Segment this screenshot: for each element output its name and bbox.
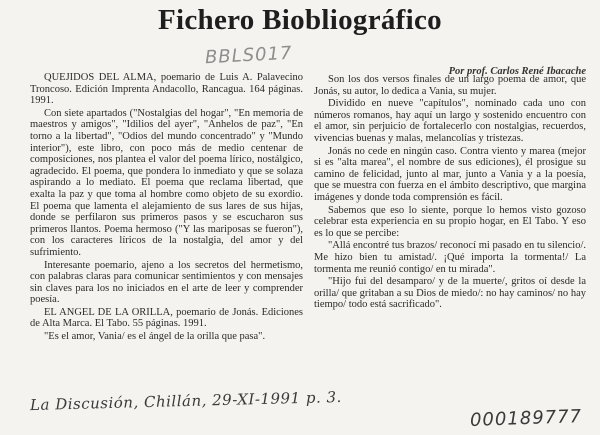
handwritten-record-number: 000189777 xyxy=(469,406,583,431)
review-heading-angel: EL ANGEL DE LA ORILLA, poemario de Jonás. Ediciones de Alta Marca. El Tabo. 55 páginas. 1991. xyxy=(30,306,303,330)
author-byline: Por prof. Carlos René Ibacache xyxy=(448,66,586,77)
right-text-column xyxy=(314,74,586,311)
review-paragraph: Interesante poemario, ajeno a los secretos del hermetismo, con palabras claras para comunicar sentimientos y con mensajes sin claves para los no iniciados en el arte de leer y comprender poesía. xyxy=(30,259,303,306)
review-paragraph: Son los dos versos finales de un largo poema de amor, que Jonás, su autor, lo dedica a Vania, su mujer. xyxy=(314,74,586,97)
quoted-verse: "Allá encontré tus brazos/ reconocí mi pasado en tu silencio/. Me hizo bien tu amistad/. ¡Qué importa la tormenta!/ La tormenta me reunió contigo/ en tu mirada". xyxy=(314,240,586,275)
handwritten-source-note: La Discusión, Chillán, 29-XI-1991 p. 3. xyxy=(29,387,343,415)
column-title: Fichero Biobliográfico xyxy=(158,4,442,36)
archive-code-stamp: BBLS017 xyxy=(204,42,294,69)
review-paragraph: Con siete apartados ("Nostalgias del hogar", "En memoria de maestros y amigos", "Idilios del ayer", "Anhelos de paz", "En torno a la libertad", "Odios del mundo concentrado" y "Mundo interior"), este libro, con poco más de medio centenar de composiciones, nos plantea el valor del poema lírico, nostálgico, agradecido. El poema, que pondera lo inmediato y que se solaza aspirando a lo mediato. El poema que reclama libertad, que exalta la paz y que toma al hombre como objeto de su exordio. El poema que lamenta el alejamiento de sus lares de sus hijas, donde se perfilaron sus primeros pasos y se escucharon sus primeros llantos. Poema hermoso ("Y las mariposas se fueron"), con los caracteres líricos de la nostalgia, del amor y del sufrimiento. xyxy=(30,107,303,258)
review-paragraph: Jonás no cede en ningún caso. Contra viento y marea (mejor si es "alta marea", el nombre de sus ediciones), él prosigue su camino de felicidad, junto al mar, junto a Vania y a la poesía, que se muestra con fuerza en el ámbito descriptivo, que margina imágenes y donde toda comprensión es fácil. xyxy=(314,145,586,203)
review-paragraph: Dividido en nueve "capítulos", nominado cada uno con números romanos, hay aquí un largo y sostenido encuentro con el amor, sin perjuicio de fortalecerlo con nostalgias, recuerdos, vivencias buenas y malas, melancolías y tristezas. xyxy=(314,98,586,144)
review-heading-quejidos: QUEJIDOS DEL ALMA, poemario de Luis A. Palavecino Troncoso. Edición Imprenta Andacollo, Rancagua. 164 páginas. 1991. xyxy=(30,72,303,107)
review-paragraph: Sabemos que eso lo siente, porque lo hemos visto gozoso celebrar esta experiencia en su propio hogar, en El Tabo. Y eso es lo que se percibe: xyxy=(314,204,586,239)
left-text-column xyxy=(30,72,303,343)
quoted-verse: "Es el amor, Vania/ es el ángel de la orilla que pasa". xyxy=(44,331,266,343)
quoted-verse: "Hijo fui del desamparo/ y de la muerte/, gritos oí desde la orilla/ que gritaban a su Dios de miedo/: no hay caminos/ no hay tiempo/ todo está sacrificado". xyxy=(314,276,586,311)
